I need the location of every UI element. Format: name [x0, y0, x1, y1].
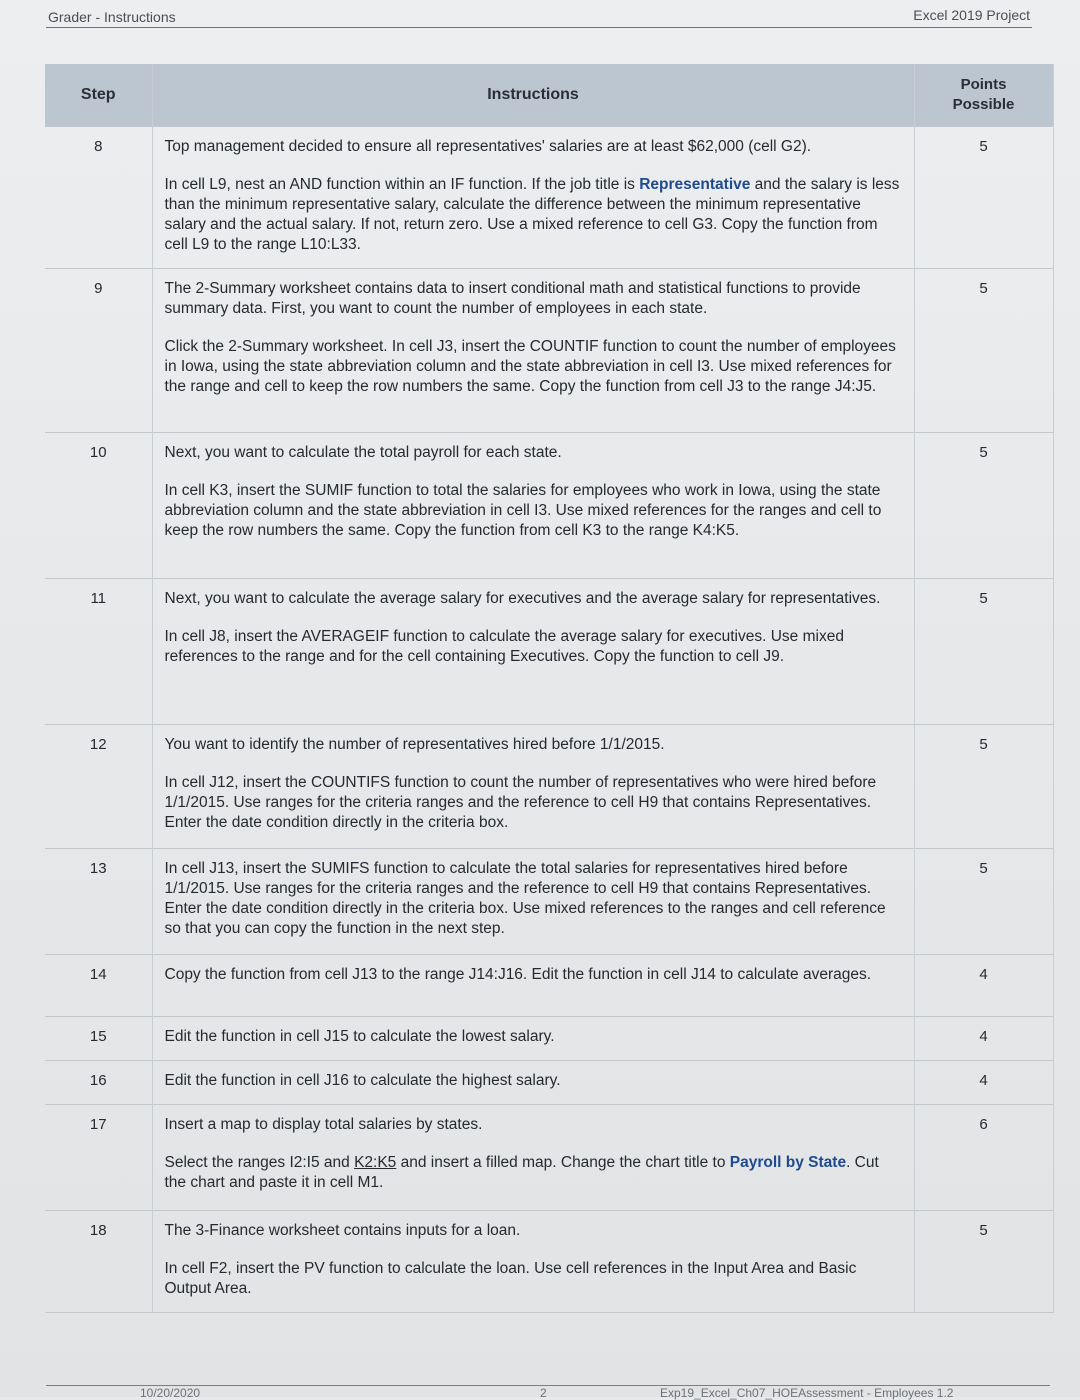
instruction-text: [152, 269, 914, 433]
instruction-paragraph: The 2-Summary worksheet contains data to insert conditional math and statistical functions to provide summary data. First, you want to count the number of employees in each state.: [164, 280, 861, 317]
points-value: 4: [914, 1017, 1053, 1061]
text-span: . Cut the chart and paste it in cell M1.: [164, 1154, 879, 1191]
instruction-text: [152, 1061, 914, 1105]
instruction-paragraph: In cell F2, insert the PV function to calculate the loan. Use cell references in the Input Area and Basic Output Area.: [164, 1260, 857, 1297]
text-span: and the salary is less than the minimum representative salary, calculate the difference between the minimum representative salary and the actual salary. If not, return zero. Use a mixed reference to cell G3. Copy the function from cell L9 to the range L10:L33.: [164, 176, 900, 253]
instruction-text: [152, 433, 914, 579]
points-value: 4: [914, 955, 1053, 1017]
step-number: 11: [45, 579, 152, 725]
step-number: 16: [45, 1061, 152, 1105]
instruction-paragraph: Edit the function in cell J15 to calculate the lowest salary.: [164, 1028, 555, 1045]
instruction-text: [152, 955, 914, 1017]
points-value: 5: [914, 849, 1053, 955]
step-number: 13: [45, 849, 152, 955]
instruction-paragraph: Click the 2-Summary worksheet. In cell J3, insert the COUNTIF function to count the number of employees in Iowa, using the state abbreviation column and the state abbreviation in cell I3. Use mixed references for the range and cell to keep the row numbers the same. Copy the function from cell J3 to the range J4:J5.: [164, 338, 896, 395]
table-row: [45, 269, 1053, 433]
points-value: 5: [914, 269, 1053, 433]
instruction-paragraph: In cell J8, insert the AVERAGEIF function to calculate the average salary for executives. Use mixed references to the range and for the cell containing Executives. Copy the function to cell J9.: [164, 628, 844, 665]
points-value: 5: [914, 127, 1053, 269]
table-header-row: [45, 64, 1053, 127]
underlined-range: K2:K5: [354, 1154, 397, 1171]
instruction-text: [152, 579, 914, 725]
table-row: [45, 1017, 1053, 1061]
header-rule: [46, 27, 1032, 28]
table-row: [45, 433, 1053, 579]
points-header-line2: Possible: [952, 96, 1015, 113]
points-value: 5: [914, 433, 1053, 579]
points-value: 5: [914, 1211, 1053, 1313]
points-header-line1: Points: [960, 76, 1007, 93]
footer-page-number: 2: [540, 1386, 547, 1400]
instruction-paragraph: [165, 1153, 902, 1193]
instruction-paragraph: Next, you want to calculate the average salary for executives and the average salary for representatives.: [164, 590, 881, 607]
instruction-paragraph: In cell K3, insert the SUMIF function to total the salaries for employees who work in Iowa, using the state abbreviation column and the state abbreviation in cell I3. Use mixed references for the ranges and cell to keep the row numbers the same. Copy the function from cell K3 to the range K4:K5.: [164, 482, 882, 539]
instruction-text: [152, 1211, 914, 1313]
instruction-paragraph: Next, you want to calculate the total payroll for each state.: [164, 444, 562, 461]
points-value: 4: [914, 1061, 1053, 1105]
table-row: [45, 1105, 1053, 1211]
points-value: 6: [914, 1105, 1053, 1211]
column-header-step: Step: [45, 64, 152, 127]
step-number: 8: [45, 127, 152, 269]
instruction-paragraph: You want to identify the number of representatives hired before 1/1/2015.: [164, 736, 665, 753]
footer-date: 10/20/2020: [140, 1386, 201, 1400]
instruction-paragraph: [165, 175, 902, 255]
instruction-text: [152, 1105, 914, 1211]
table-row: [45, 1211, 1053, 1313]
highlighted-term: Payroll by State: [729, 1154, 847, 1171]
instruction-text: [152, 127, 914, 269]
step-number: 9: [45, 269, 152, 433]
table-row: [45, 579, 1053, 725]
step-number: 15: [45, 1017, 152, 1061]
instruction-paragraph: Copy the function from cell J13 to the range J14:J16. Edit the function in cell J14 to calculate averages.: [164, 966, 872, 983]
instruction-paragraph: Top management decided to ensure all representatives' salaries are at least $62,000 (cell G2).: [164, 138, 812, 155]
footer-file-name: Exp19_Excel_Ch07_HOEAssessment - Employees 1.2: [660, 1386, 954, 1400]
instruction-text: [152, 1017, 914, 1061]
table-row: [45, 849, 1053, 955]
instruction-paragraph: Insert a map to display total salaries by states.: [164, 1116, 483, 1133]
text-span: In cell L9, nest an AND function within an IF function. If the job title is: [164, 176, 640, 193]
instruction-text: [152, 849, 914, 955]
step-number: 12: [45, 725, 152, 849]
table-row: [45, 1061, 1053, 1105]
instruction-paragraph: Edit the function in cell J16 to calculate the highest salary.: [164, 1072, 561, 1089]
points-value: 5: [914, 579, 1053, 725]
highlighted-term: Representative: [639, 176, 751, 193]
header-left-title: Grader - Instructions: [48, 9, 176, 25]
instruction-paragraph: The 3-Finance worksheet contains inputs for a loan.: [164, 1222, 521, 1239]
instruction-paragraph: In cell J13, insert the SUMIFS function to calculate the total salaries for representatives hired before 1/1/2015. Use ranges for the criteria ranges and the reference to cell H9 that contains Representatives. Enter the date condition directly in the criteria box. Use mixed references to the ranges and cell reference so that you can copy the function in the next step.: [164, 860, 886, 937]
step-number: 18: [45, 1211, 152, 1313]
instruction-paragraph: In cell J12, insert the COUNTIFS function to count the number of representatives who were hired before 1/1/2015. Use ranges for the criteria ranges and the reference to cell H9 that contains Representatives. Enter the date condition directly in the criteria box.: [164, 774, 877, 831]
column-header-instructions: Instructions: [152, 64, 914, 127]
instruction-text: [152, 725, 914, 849]
step-number: 17: [45, 1105, 152, 1211]
step-number: 14: [45, 955, 152, 1017]
table-row: [45, 127, 1053, 269]
header-right-title: Excel 2019 Project: [913, 7, 1030, 23]
column-header-points: [914, 64, 1053, 127]
instructions-table: [45, 64, 1054, 1313]
text-span: and insert a filled map. Change the chart title to: [396, 1154, 730, 1171]
table-row: [45, 725, 1053, 849]
text-span: Select the ranges I2:I5 and: [164, 1154, 355, 1171]
table-row: [45, 955, 1053, 1017]
step-number: 10: [45, 433, 152, 579]
points-value: 5: [914, 725, 1053, 849]
